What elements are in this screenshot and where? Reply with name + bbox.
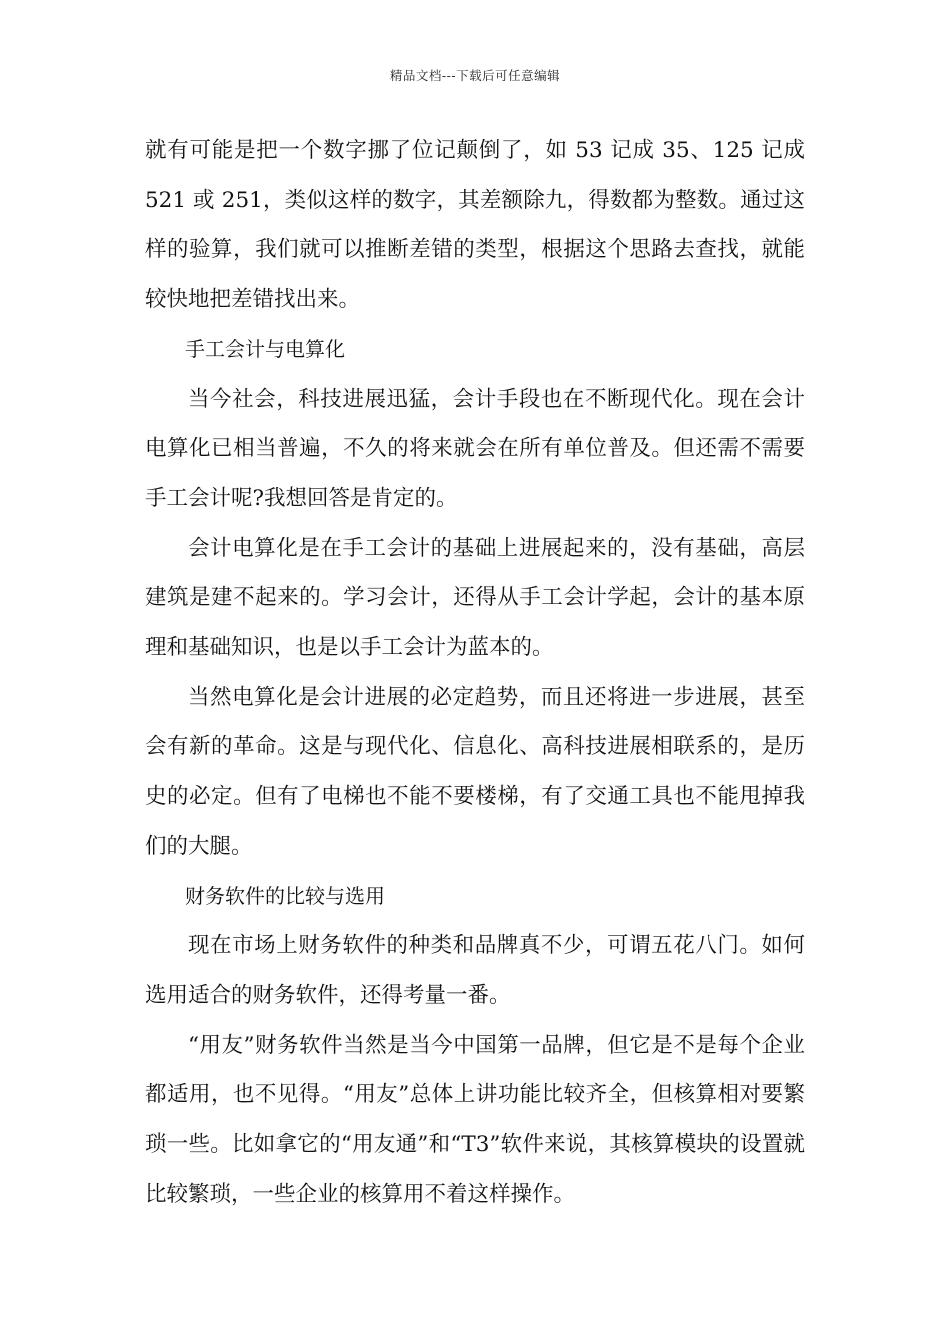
paragraph: 会计电算化是在手工会计的基础上进展起来的，没有基础，高层建筑是建不起来的。学习会计，还得从手工会计学起，会计的基本原理和基础知识，也是以手工会计为蓝本的。: [145, 535, 805, 661]
paragraph: 当今社会，科技进展迅猛，会计手段也在不断现代化。现在会计电算化已相当普遍，不久的将来就会在所有单位普及。但还需不需要手工会计呢?我想回答是肯定的。: [145, 386, 805, 511]
section-heading-software-comparison: 财务软件的比较与选用: [185, 883, 385, 908]
paragraph: “用友”财务软件当然是当今中国第一品牌，但它是不是每个企业都适用，也不见得。“用友”总体上讲功能比较齐全，但核算相对要繁琐一些。比如拿它的“用友通”和“T3”软件来说，其核算模块的设置就比较繁琐，一些企业的核算用不着这样操作。: [145, 1032, 805, 1207]
paragraph-continuation: 就有可能是把一个数字挪了位记颠倒了，如 53 记成 35、125 记成 521 或 251，类似这样的数字，其差额除九，得数都为整数。通过这样的验算，我们就可以推断差错的类型，根据这个思路去查找，就能较快地把差错找出来。: [145, 138, 805, 313]
document-body: [145, 126, 805, 1219]
paragraph: 当然电算化是会计进展的必定趋势，而且还将进一步进展，甚至会有新的革命。这是与现代化、信息化、高科技进展相联系的，是历史的必定。但有了电梯也不能不要楼梯，有了交通工具也不能甩掉我们的大腿。: [145, 684, 805, 859]
paragraph: 现在市场上财务软件的种类和品牌真不少，可谓五花八门。如何选用适合的财务软件，还得考量一番。: [145, 933, 805, 1008]
section-heading-manual-vs-computerized: 手工会计与电算化: [185, 336, 345, 361]
page-header: 精品文档---下载后可任意编辑: [389, 68, 561, 83]
